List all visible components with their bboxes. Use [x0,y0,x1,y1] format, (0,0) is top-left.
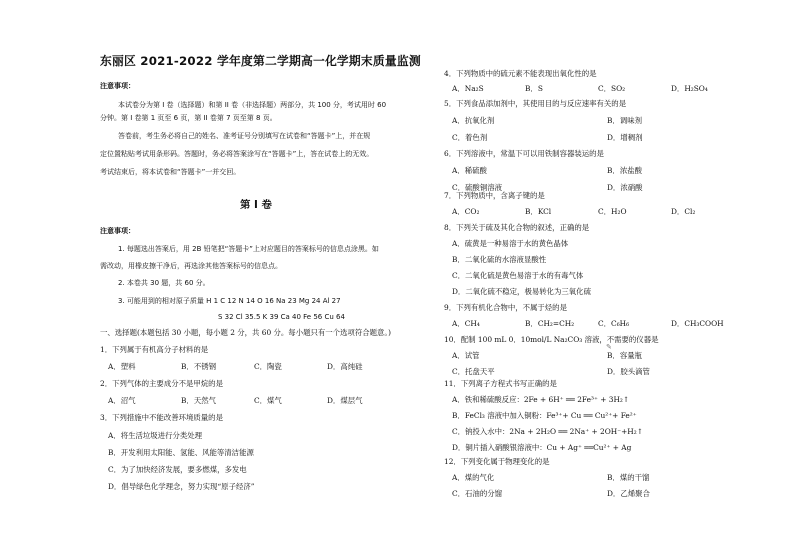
question-11-stem: 11．下列离子方程式书写正确的是 [444,379,557,388]
option-d: D．浓硝酸 [607,183,643,192]
question-6-stem: 6．下列溶液中，常温下可以用铁制容器装运的是 [444,149,604,158]
option-c: C．SO₂ [598,84,626,93]
option-d: D．CH₃COOH [671,319,724,328]
question-3-stem: 3．下列措施中不能改善环境质量的是 [100,413,223,422]
option-a: A．CH₄ [452,319,480,328]
option-c: C．石油的分馏 [452,489,502,498]
option-a: A．CO₂ [452,207,480,216]
option-b: B．FeCl₃ 溶液中加入铜粉：Fe³⁺+ Cu ══ Cu²⁺+ Fe²⁺ [452,411,637,420]
question-2-options [108,396,408,406]
notice-heading: 注意事项： [100,82,135,90]
option-d: D．乙烯聚合 [607,489,650,498]
notice-heading: 注意事项： [100,227,135,235]
option-c: C．钠投入水中：2Na + 2H₂O ══ 2Na⁺ + 2OH⁻+H₂↑ [452,427,643,436]
question-5-options-row1 [452,116,752,126]
question-4-stem: 4．下列物质中的硫元素不能表现出氧化性的是 [444,69,597,78]
mc-intro: 一、选择题(本题包括 30 小题，每小题 2 分，共 60 分。每小题只有一个选项符合题意。) [100,328,391,337]
question-10-options-row1 [452,351,752,361]
notice-line: 1. 每题选出答案后，用 2B 铅笔把“答题卡”上对应题目的答案标号的信息点涂黑。如 [118,245,379,253]
question-10-options-row2 [452,367,752,377]
question-4-options [452,84,752,94]
option-c: C．为了加快经济发展，要多燃煤，多发电 [108,465,247,474]
option-a: A．硫黄是一种易溶于水的黄色晶体 [452,239,569,248]
option-c: C．C₆H₆ [598,319,630,328]
notice-line: 考试结束后，将本试卷和“答题卡”一并交回。 [100,168,241,176]
option-c: C．煤气 [254,396,282,405]
option-d: D．倡导绿色化学理念，努力实现“原子经济” [108,482,255,491]
option-d: D．铜片插入硝酸银溶液中：Cu + Ag⁺ ══Cu²⁺ + Ag [452,443,632,452]
pencil-mark-icon: ✎ [606,343,612,351]
option-b: B．煤的干馏 [607,473,650,482]
question-5-stem: 5．下列食品添加剂中，其使用目的与反应速率有关的是 [444,99,627,108]
question-1-stem: 1．下列属于有机高分子材料的是 [100,345,209,354]
question-9-stem: 9．下列有机化合物中，不属于烃的是 [444,303,567,312]
option-c: C．二氧化硫是黄色易溶于水的有毒气体 [452,271,584,280]
notice-line: 答卷前，考生务必将自己的姓名、准考证号分别填写在试卷和“答题卡”上，并在规 [118,132,371,140]
option-b: B．二氧化硫的水溶液显酸性 [452,255,547,264]
option-a: A．试管 [452,351,480,360]
option-a: A．铁和稀硫酸反应：2Fe + 6H⁺ ══ 2Fe³⁺ + 3H₂↑ [452,395,630,404]
option-c: C．着色剂 [452,133,488,142]
option-a: A．塑料 [108,362,136,371]
notice-line: 需改动，用橡皮擦干净后，再选涂其他答案标号的信息点。 [100,262,282,270]
question-1-options [108,362,408,372]
option-a: A．将生活垃圾进行分类处理 [108,431,203,440]
option-a: A．煤的气化 [452,473,495,482]
option-b: B．浓盐酸 [607,166,642,175]
notice-line: 分钟。第 I 卷第 1 页至 6 页，第 II 卷第 7 页至第 8 页。 [100,114,277,122]
option-a: A．沼气 [108,396,136,405]
option-a: A．稀硫酸 [452,166,487,175]
notice-line: 本试卷分为第 I 卷（选择题）和第 II 卷（非选择题）两部分，共 100 分，考试用时 60 [118,101,387,109]
question-7-stem: 7．下列物质中，含离子键的是 [444,191,545,200]
notice-line: S 32 Cl 35.5 K 39 Ca 40 Fe 56 Cu 64 [218,313,345,321]
question-5-options-row2 [452,133,752,143]
notice-line: 定位置粘贴考试用条形码。答题时，务必将答案涂写在“答题卡”上，答在试卷上的无效。 [100,150,374,158]
option-a: A．Na₂S [452,84,484,93]
option-c: C．陶瓷 [254,362,282,371]
option-a: A．抗氧化剂 [452,116,495,125]
option-b: B．S [525,84,543,93]
question-12-options-row1 [452,473,752,483]
question-12-stem: 12．下列变化属于物理变化的是 [444,457,550,466]
question-8-stem: 8．下列关于硫及其化合物的叙述，正确的是 [444,223,590,232]
option-c: C．托盘天平 [452,367,495,376]
question-2-stem: 2．下列气体的主要成分不是甲烷的是 [100,379,223,388]
option-b: B．开发利用太阳能、氢能、风能等清洁能源 [108,448,254,457]
option-d: D．H₂SO₄ [671,84,708,93]
question-7-options [452,207,752,217]
option-d: D．煤层气 [327,396,363,405]
option-c: C．硫酸铜溶液 [452,183,502,192]
option-d: D．胶头滴管 [607,367,650,376]
option-d: D．增稠剂 [607,133,643,142]
option-d: D．二氧化硫不稳定，极易转化为三氧化硫 [452,287,591,296]
question-10-stem: 10．配制 100 mL 0．10mol/L Na₂CO₃ 溶液，不需要的仪器是 [444,335,659,344]
question-6-options-row1 [452,166,752,176]
section-title: 第 I 卷 [240,199,272,211]
option-b: B．不锈钢 [181,362,216,371]
option-b: B．容量瓶 [607,351,642,360]
option-d: D．高纯硅 [327,362,363,371]
question-12-options-row2 [452,489,752,499]
option-b: B．天然气 [181,396,216,405]
question-9-options [452,319,752,329]
option-c: C．H₂O [598,207,627,216]
option-b: B．KCl [525,207,552,216]
option-d: D．Cl₂ [671,207,696,216]
option-b: B．调味剂 [607,116,642,125]
notice-line: 3. 可能用到的相对原子质量 H 1 C 12 N 14 O 16 Na 23 Mg 24 Al 27 [118,297,341,305]
option-b: B．CH₂=CH₂ [525,319,575,328]
notice-line: 2. 本卷共 30 题，共 60 分。 [118,279,210,287]
exam-title: 东丽区 2021-2022 学年度第二学期高一化学期末质量监测 [100,54,421,68]
